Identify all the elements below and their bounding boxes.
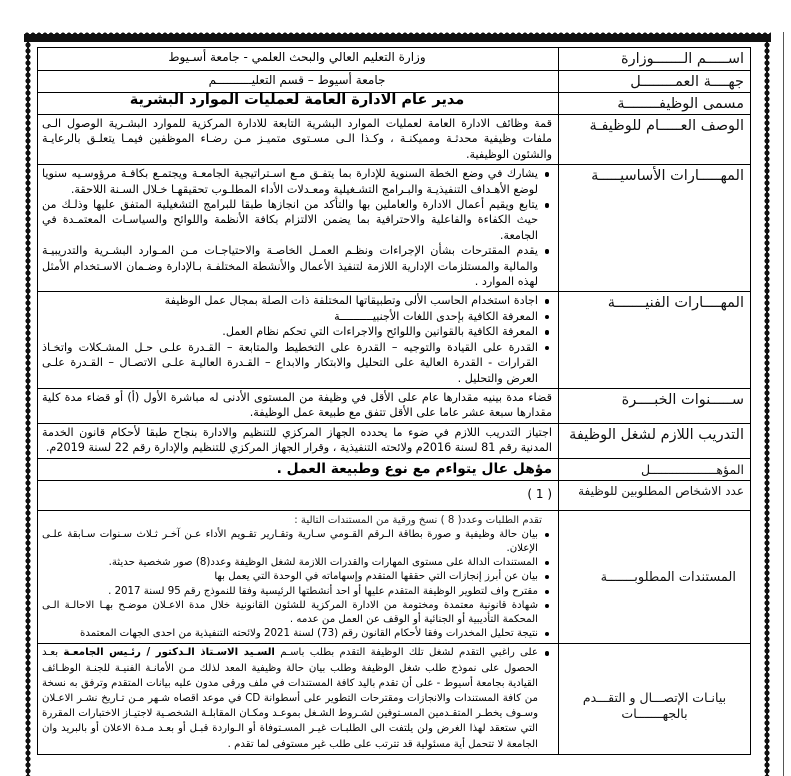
row-core-skills: [38, 165, 751, 292]
page-edge-line: [783, 32, 784, 776]
label-core-skills: المهـــــارات الأساسيـــــة: [559, 165, 751, 292]
value-required-documents: [38, 510, 559, 644]
contact-text-start: على راغبي التقدم لشغل تلك الوظيفة التقدم بطلب باسـم: [274, 647, 538, 659]
border-top-ornament: [24, 32, 771, 42]
border-right-ornament: [763, 36, 771, 776]
label-contact-and-application: بيانـات الإتصـــال و التقـــدم بالجهـــــــات: [559, 644, 751, 754]
label-required-training: التدريب اللازم لشغل الوظيفة: [559, 423, 751, 458]
value-qualification: مؤهل عال يتواءم مع نوع وطبيعة العمل .: [38, 458, 559, 480]
list-item: المستندات الدالة على مستوى المهارات والقدرات اللازمة لشغل الوظيفة وعدد(8) صور شخصية حديثة.: [42, 556, 552, 570]
label-experience-years: ســـــنوات الخبــــرة: [559, 388, 751, 423]
border-left-ornament: [24, 36, 32, 776]
required-documents-list: [42, 528, 552, 642]
row-required-training: [38, 423, 751, 458]
list-item: يقدم المقترحات بشأن الإجراءات ونظـم العمـل الخاصـة والاحتياجـات مـن المـوارد البشـرية والتدريبيـة والمالية والمستلزمات الإدارية اللازمة لتنفيذ الأعمال والأنشطة المختلفـة بـالإدارة وضـمان الاسـتخدام الأمثل لهذه الموارد .: [42, 243, 552, 289]
technical-skills-list: [42, 293, 552, 385]
row-general-description: [38, 115, 751, 165]
row-required-documents: [38, 510, 751, 644]
list-item: بيان حالة وظيفية و صورة بطاقة الـرقم القـومي سـارية وتقـارير تقـويم الأداء عـن آخـر ثـلاث سـنوات سـابقة علـى الإعلان.: [42, 528, 552, 556]
row-ministry: [38, 48, 751, 71]
value-required-training: اجتياز التدريب اللازم في ضوء ما يحدده الجهاز المركزي للتنظيم والادارة بنجاح طبقا لأحكام قانون الخدمة المدنية رقم 81 لسنة 2016م ولائحته التنفيذية ، وقرار الجهاز المركزي للتنظيم والإدارة رقم 22 لسنة 2019م.: [38, 423, 559, 458]
contact-text-rest: بعـد الحصول على نموذج طلب شغل الوظيفة وطلب بيان حالة وظيفية المعد لذلك مـن الأمانـة الفنيـة للجنـة الوظـائف القيادية بجامعة أسيوط - على أن تقدم باليد كافة المستندات في ملف ورقى مدون عليه بيانات المتقدم وترفق به نسخة من كافة المستندات والانجازات ومقترحات التطوير على أسطوانة CD في موعد اقصاه شـهر مـن تـاريخ نشـر الاعـلان وسـوف يخطـر المتقـدمين المسـتوفين لشـروط الشـغل بموعـد ومكـان المقابلـة الشخصـية لاجتيـاز الاختبارات المقررة التي ستعقد لهذا الغرض ولن يلتفت الى الطلبـات غيـر المسـتوفاة أو الـواردة قبـل أو بعـد مـدة الاعلان أو بالبريد وان الجامعة لا تتحمل أية مسئولية قد تترتب على طلب غير مستوفى لما تقدم .: [42, 647, 538, 750]
core-skills-list: [42, 166, 552, 289]
list-item: شهادة قانونية معتمدة ومختومة من الادارة المركزية للشئون القانونية خلال مدة الاعـلان موضـح بهـا الاحالـة الـى المحكمة التأديبية أو الجنائية أو الوقف عن العمل من عدمه .: [42, 599, 552, 627]
value-general-description: قمة وظائف الادارة العامة لعمليات الموارد البشرية التابعة للادارة المركزية للموارد البشـرية الوصول الـى ملفات وظيفية محدثـة ومميكنـة ، وكـذا الـى مسـتوى متميـز مـن رضـاء الموظفين فيمـا يتعلـق بالرعايـة والشئون الوظيفية.: [38, 115, 559, 165]
list-item: بيان عن أبرز إنجازات التي حققها المتقدم وإسهاماته في الوحدة التي يعمل بها: [42, 570, 552, 584]
row-job-title: [38, 93, 751, 115]
label-positions-count: عدد الاشخاص المطلوبين للوظيفة: [559, 480, 751, 510]
list-item: يشارك في وضع الخطة السنوية للإدارة بما يتفـق مـع اسـتراتيجية الجامعـة ويجتمـع بكافـة مرؤوسـيه سنويا لوضع الأهـداف التنفيذيـة والبـرامج التشـغيلية ومعـدلات الأداء المطلـوب تحقيقهـا خـلال السـنة اللاحقة.: [42, 166, 552, 197]
value-technical-skills: [38, 292, 559, 388]
list-item: [42, 645, 552, 751]
label-required-documents: المستندات المطلوبـــــــة: [559, 510, 751, 644]
row-experience-years: [38, 388, 751, 423]
row-workplace: [38, 71, 751, 93]
row-technical-skills: [38, 292, 751, 388]
row-contact-and-application: [38, 644, 751, 754]
label-workplace: جهــــة العمــــــــل: [559, 71, 751, 93]
value-experience-years: قضاء مدة بينيه مقدارها عام على الأقل في وظيفة من المستوى الأدنى له مباشرة الأول (أ) أو قضاء مدة كلية مقدارها سبعة عشر عاما على الأقل تتفق مع طبيعة عمل الوظيفة.: [38, 388, 559, 423]
list-item: يتابع ويقيم أعمال الادارة والعاملين بها والتأكد من انجازها طبقا للبرامج التشغيلية المتفق عليها وذلـك من حيث الكفاءة والفاعلية والاحترافية بما يضمن الالتزام بكافة الأنظمة واللوائح والسياسـات المعتمـدة في الجامعة.: [42, 197, 552, 243]
list-item: المعرفة الكافية بإحدى اللغات الأجنبيــــــــــة: [42, 309, 552, 324]
label-ministry: اســـــم الـــــــوزارة: [559, 48, 751, 71]
contact-addressee: السـيد الاسـتاذ الـدكتور / رئـيس الجامعـة: [63, 647, 275, 659]
list-item: مقترح واف لتطوير الوظيفة المتقدم عليها أو احد أنشطتها الرئيسية وفقا للنموذج رقم 95 لسنة 2017 .: [42, 585, 552, 599]
documents-intro: تقدم الطلبات وعدد( 8 ) نسخ ورقية من المستندات التالية :: [294, 514, 542, 526]
value-workplace: جامعة أسيوط – قسم التعليــــــــــم: [38, 71, 559, 93]
label-job-title: مسمى الوظيفــــــــة: [559, 93, 751, 115]
value-contact-and-application: [38, 644, 559, 754]
value-core-skills: [38, 165, 559, 292]
list-item: المعرفة الكافية بالقوانين واللوائح والاجراءات التي تحكم نظام العمل.: [42, 324, 552, 339]
row-positions-count: [38, 480, 751, 510]
contact-list: [42, 645, 552, 751]
list-item: القدرة على القيادة والتوجيه – القدرة على التخطيط والمتابعة – القـدرة علـى حـل المشـكلات واتخـاذ القرارات - القدرة العالية على التحليل والابتكار والابداع – القـدرة العاليـة علـى الاتصـال – القـدرة علـى العرض والتحليل .: [42, 340, 552, 386]
label-technical-skills: المهــــارات الفنيـــــــة: [559, 292, 751, 388]
label-general-description: الوصف العـــــام للوظيفـة: [559, 115, 751, 165]
label-qualification: المؤهــــــــــــــــــل: [559, 458, 751, 480]
list-item: اجادة استخدام الحاسب الألى وتطبيقاتها المختلفة ذات الصلة بمجال عمل الوظيفة: [42, 293, 552, 308]
value-job-title: مدير عام الادارة العامة لعمليات الموارد البشرية: [38, 93, 559, 115]
value-ministry: وزارة التعليم العالي والبحث العلمي - جامعة أسـيوط: [38, 48, 559, 71]
value-positions-count: ( 1 ): [38, 480, 559, 510]
job-description-table: [37, 47, 751, 755]
list-item: نتيجة تحليل المخدرات وفقا لأحكام القانون رقم (73) لسنة 2021 ولائحته التنفيذية من احدى الجهات المعتمدة: [42, 627, 552, 641]
row-qualification: [38, 458, 751, 480]
